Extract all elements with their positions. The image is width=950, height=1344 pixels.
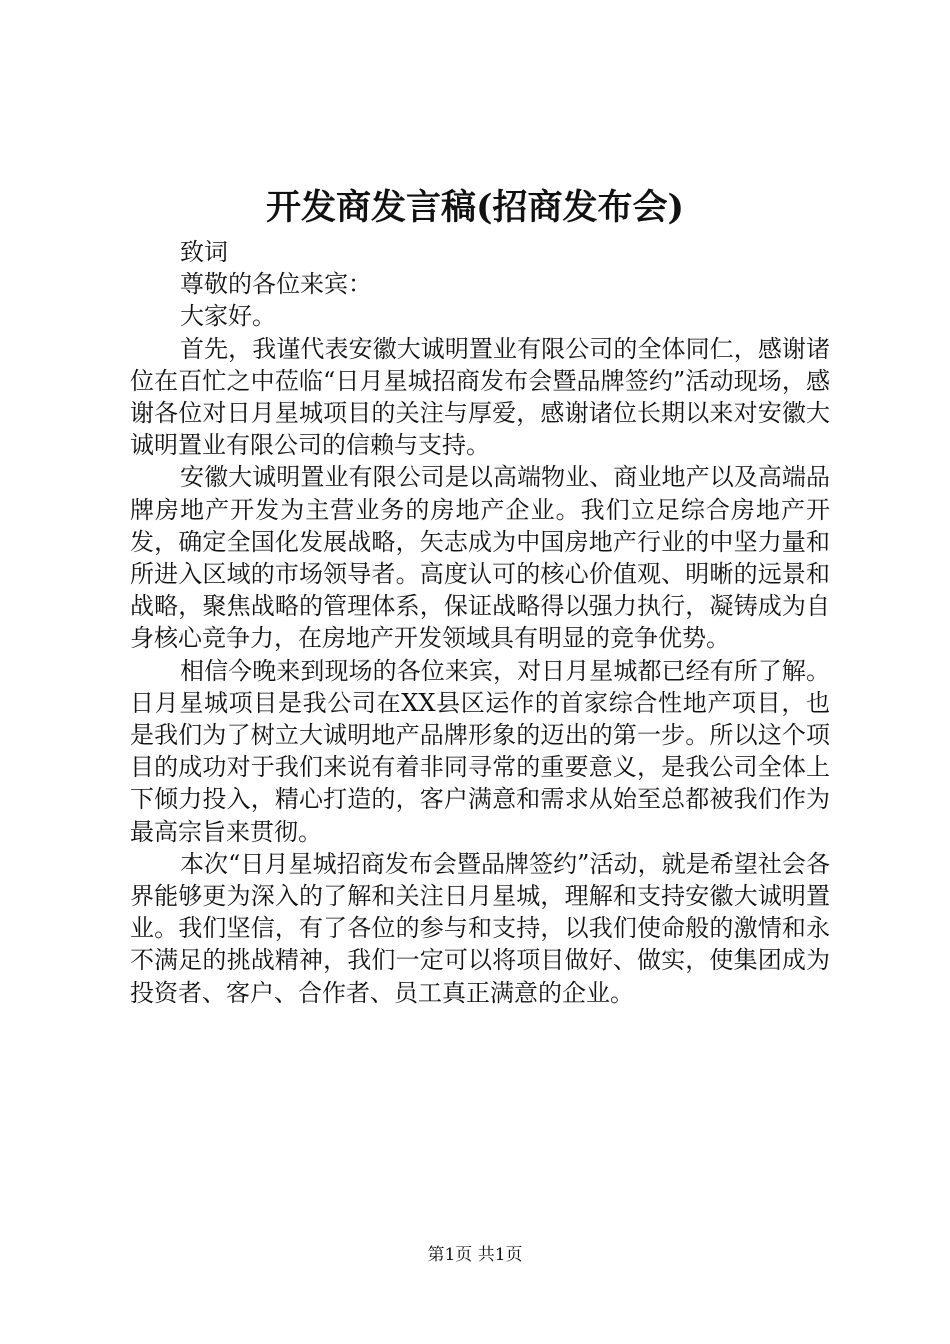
paragraph-project-intro: 相信今晚来到现场的各位来宾，对日月星城都已经有所了解。日月星城项目是我公司在XX县区运作的首家综合性地产项目，也是我们为了树立大诚明地产品牌形象的迈出的第一步。所以这个项目的成功对于我们来说有着非同寻常的重要意义，是我公司全体上下倾力投入，精心打造的，客户满意和需求从始至总都被我们作为最高宗旨来贯彻。 bbox=[130, 656, 830, 846]
document-body bbox=[130, 236, 830, 1009]
page-footer: 第1页 共1页 bbox=[427, 1245, 523, 1265]
paragraph-salutation-heading: 致词 bbox=[180, 238, 228, 266]
paragraph-thanks: 首先，我谨代表安徽大诚明置业有限公司的全体同仁，感谢诸位在百忙之中莅临“日月星城招商发布会暨品牌签约”活动现场，感谢各位对日月星城项目的关注与厚爱，感谢诸位长期以来对安徽大诚明置业有限公司的信赖与支持。 bbox=[130, 334, 830, 460]
paragraph-company-intro: 安徽大诚明置业有限公司是以高端物业、商业地产以及高端品牌房地产开发为主营业务的房地产企业。我们立足综合房地产开发，确定全国化发展战略，矢志成为中国房地产行业的中坚力量和所进入区域的市场领导者。高度认可的核心价值观、明晰的远景和战略，聚焦战略的管理体系，保证战略得以强力执行，凝铸成为自身核心竞争力，在房地产开发领域具有明显的竞争优势。 bbox=[130, 463, 830, 653]
paragraph-greeting: 尊敬的各位来宾： bbox=[180, 270, 372, 299]
paragraph-hello: 大家好。 bbox=[180, 302, 276, 331]
document-title: 开发商发言稿(招商发布会) bbox=[265, 187, 685, 228]
paragraph-closing: 本次“日月星城招商发布会暨品牌签约”活动，就是希望社会各界能够更为深入的了解和关注日月星城，理解和支持安徽大诚明置业。我们坚信，有了各位的参与和支持，以我们使命般的激情和永不满足的挑战精神，我们一定可以将项目做好、做实，使集团成为投资者、客户、合作者、员工真正满意的企业。 bbox=[130, 849, 830, 1007]
